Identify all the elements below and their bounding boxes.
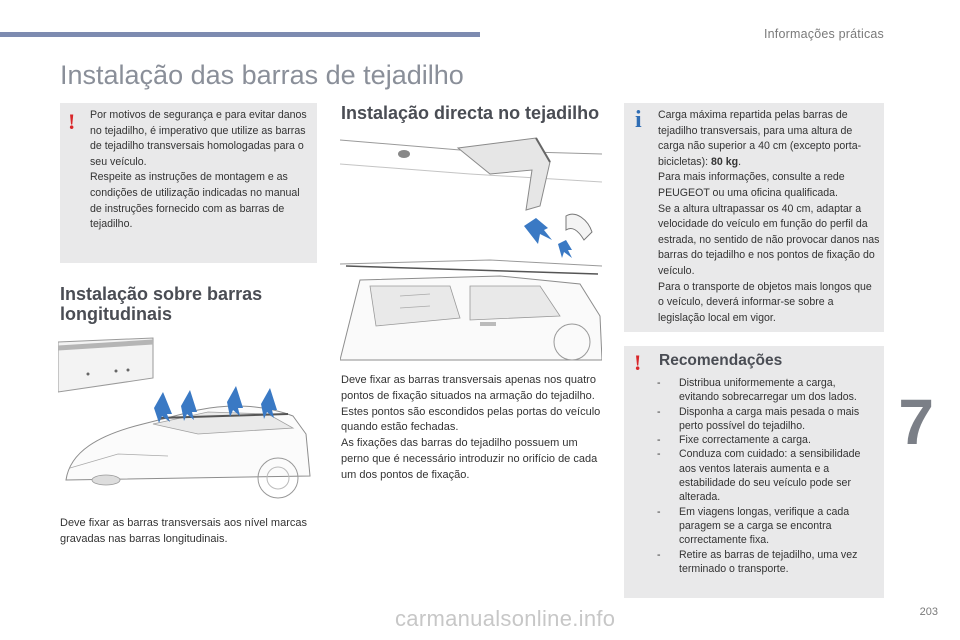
exclamation-icon: ! (634, 350, 642, 375)
chapter-number: 7 (898, 386, 934, 458)
car-roof-rails-drawing (58, 330, 318, 510)
direct-closeup-illustration (340, 134, 602, 260)
roof-mount-point-drawing (340, 134, 602, 260)
info-period: . (738, 155, 742, 168)
recommendations-list (657, 376, 877, 576)
info-line: Para o transporte de objetos mais longos que o veículo, deverá informar-se sobre a legislação local em vigor. (658, 280, 872, 324)
exclamation-icon: ! (68, 109, 76, 134)
info-box (624, 103, 884, 332)
page-title: Instalação das barras de tejadilho (60, 60, 464, 90)
list-item (657, 376, 877, 405)
direct-paragraph: As fixações das barras do tejadilho possuem um perno que é necessário introduzir no orifício de cada um dos pontos de fixação. (341, 437, 598, 481)
direct-text (341, 373, 603, 484)
info-max-load: 80 kg (711, 155, 739, 168)
car-door-open-drawing (340, 256, 602, 364)
direct-heading: Instalação directa no tejadilho (341, 103, 600, 123)
list-item (657, 405, 877, 434)
list-item-text: Fixe correctamente a carga. (679, 434, 811, 447)
watermark: carmanualsonline.info (395, 606, 616, 631)
longitudinal-illustration (58, 330, 318, 510)
warning-paragraph: Respeite as instruções de montagem e as condições de utilização indicadas no manual de instruções fornecido com as barras de tejadilho. (90, 171, 300, 231)
info-line: Para mais informações, consulte a rede PEUGEOT ou uma oficina qualificada. (658, 171, 845, 199)
list-item-text: Em viagens longas, verifique a cada paragem se a carga se encontra correctamente fixa. (679, 505, 850, 547)
list-item-text: Disponha a carga mais pesada o mais perto possível do tejadilho. (679, 405, 860, 432)
warning-box (60, 103, 317, 263)
list-dash: - (657, 434, 661, 447)
list-dash: - (657, 548, 661, 561)
section-title: Informações práticas (763, 27, 884, 41)
list-dash: - (657, 405, 661, 418)
list-item (657, 505, 877, 548)
info-intro (658, 108, 880, 170)
info-icon: i (635, 107, 642, 133)
warning-text (90, 108, 312, 233)
info-text (658, 108, 880, 326)
info-line: Se a altura ultrapassar os 40 cm, adaptar a velocidade do veículo em função do perfil da estrada, no sentido de não provocar danos nas barras do tejadilho e nos pontos de fixação do veículo. (658, 202, 880, 277)
recommendations-title: Recomendações (659, 352, 783, 369)
list-dash: - (657, 505, 661, 518)
warning-paragraph: Por motivos de segurança e para evitar danos no tejadilho, é imperativo que utilize as barras de tejadilho transversais homologadas para o seu veículo. (90, 109, 307, 168)
header-accent-bar (0, 32, 480, 37)
longitudinal-heading: Instalação sobre barras longitudinais (60, 284, 263, 324)
list-item-text: Retire as barras de tejadilho, uma vez terminado o transporte. (679, 548, 858, 575)
list-item (657, 447, 877, 504)
list-dash: - (657, 448, 661, 461)
page-number: 203 (919, 606, 938, 618)
list-dash: - (657, 377, 661, 389)
direct-paragraph: Deve fixar as barras transversais apenas nos quatro pontos de fixação situados na armação do tejadilho. Estes pontos são escondidos pelas portas do veículo quando estão fechadas. (341, 374, 601, 434)
list-item (657, 433, 877, 447)
longitudinal-caption: Deve fixar as barras transversais aos nível marcas gravadas nas barras longitudinais. (60, 517, 307, 545)
list-item-text: Conduza com cuidado: a sensibilidade aos ventos laterais aumenta e a estabilidade do seu veículo pode ser alterada. (679, 448, 861, 504)
recommendations-box (624, 346, 884, 598)
direct-car-illustration (340, 256, 602, 364)
list-item-text: Distribua uniformemente a carga, evitando sobrecarregar um dos lados. (679, 377, 857, 404)
info-intro-text: Carga máxima repartida pelas barras de tejadilho transversais, para uma altura de carga não superior a 40 cm (excepto porta-bicicletas): (658, 109, 862, 168)
list-item (657, 548, 877, 577)
